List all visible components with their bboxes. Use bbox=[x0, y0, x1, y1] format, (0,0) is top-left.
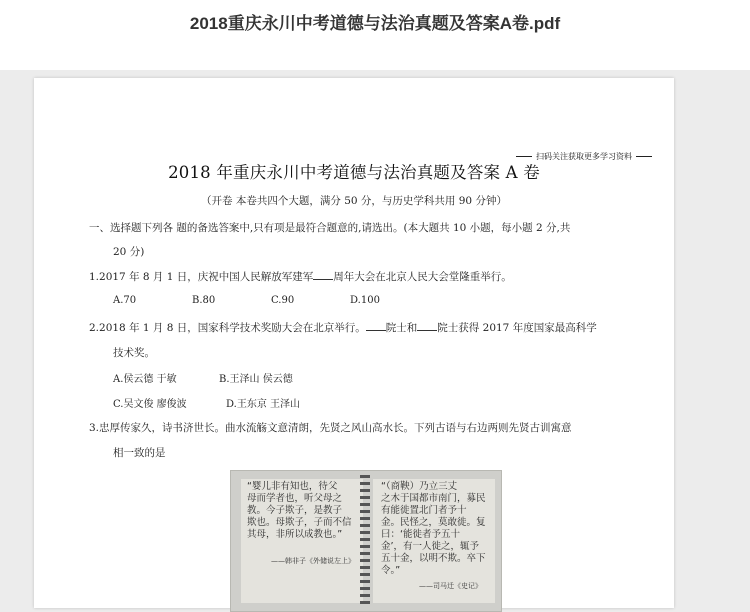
question-3-cont: 相一致的是 bbox=[113, 447, 166, 459]
q2-option-d: D.王东京 王泽山 bbox=[226, 399, 301, 410]
divider-right bbox=[636, 156, 652, 157]
q1-option-d: D.100 bbox=[350, 295, 380, 306]
divider-left bbox=[516, 156, 532, 157]
q2-options-row2 bbox=[113, 395, 300, 410]
right-quote-text: “（商鞅）乃立三丈 之木于国都市南门，募民 有能徙置北门者予十 金。民怪之，莫敢徙。复 曰：‘能徙者予五十 金’，有一人徙之，辄予 五十金，以明不欺。卒下 令。” bbox=[381, 481, 486, 576]
viewer-toolbar bbox=[0, 0, 750, 70]
q1-text-a: 1.2017 年 8 月 1 日，庆祝中国人民解放军建军 bbox=[89, 271, 314, 283]
left-quote-source: ——韩非子《外储说左上》 bbox=[271, 557, 355, 565]
q2-option-a: A.侯云德 于敏 bbox=[113, 374, 177, 385]
q2-text-c: 院士获得 2017 年度国家最高科学 bbox=[437, 322, 597, 334]
document-file-title: 2018重庆永川中考道德与法治真题及答案A卷.pdf bbox=[189, 14, 561, 33]
q1-text-b: 周年大会在北京人民大会堂隆重举行。 bbox=[333, 271, 512, 283]
question-2 bbox=[89, 320, 597, 335]
question-1 bbox=[89, 269, 512, 284]
side-note-text: 扫码关注获取更多学习资料 bbox=[536, 152, 632, 161]
paper-title: 2018 年重庆永川中考道德与法治真题及答案 A 卷 bbox=[168, 163, 540, 182]
answer-blank bbox=[417, 321, 437, 331]
q2-option-c: C.吴文俊 廖俊波 bbox=[113, 399, 187, 410]
notebook-spiral-binding bbox=[360, 475, 370, 607]
paper-subtitle: （开卷 本卷共四个大题，满分 50 分，与历史学科共用 90 分钟） bbox=[201, 195, 507, 207]
answer-blank bbox=[366, 321, 386, 331]
section1-instruction: 一、选择题下列各 题的备选答案中,只有项是最符合题意的,请选出。(本大题共 10 小题，每小题 2 分,共 bbox=[89, 222, 571, 234]
question-3: 3.忠厚传家久，诗书济世长。曲水流觞文意清朗，先贤之风山高水长。下列古语与右边两则先贤古训寓意 bbox=[89, 422, 572, 434]
pdf-page bbox=[34, 78, 674, 608]
q1-option-b: B.80 bbox=[192, 295, 216, 306]
left-quote-text: “婴儿非有知也，待父 母而学者也，听父母之 教。今子欺子，是教子 欺也。母欺子，子而不信 其母，非所以成教也。” bbox=[247, 481, 352, 540]
q1-option-a: A.70 bbox=[113, 295, 137, 306]
right-quote-source: ——司马迁《史记》 bbox=[419, 582, 482, 590]
section1-instruction-cont: 20 分) bbox=[113, 246, 145, 258]
q2-text-a: 2.2018 年 1 月 8 日，国家科学技术奖励大会在北京举行。 bbox=[89, 322, 366, 334]
q2-options-row1 bbox=[113, 370, 293, 385]
question-2-cont: 技术奖。 bbox=[113, 347, 155, 359]
answer-blank bbox=[313, 270, 333, 280]
notebook-photo bbox=[230, 470, 502, 612]
q2-text-b: 院士和 bbox=[385, 322, 418, 334]
q2-option-b: B.王泽山 侯云德 bbox=[219, 374, 293, 385]
q1-options bbox=[113, 295, 380, 306]
q1-option-c: C.90 bbox=[271, 295, 295, 306]
